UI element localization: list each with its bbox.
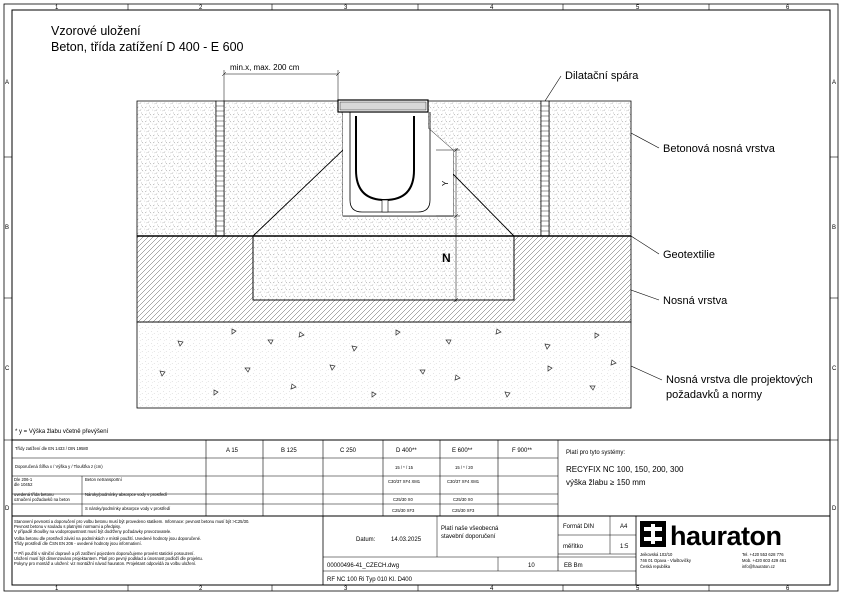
date-label: Datum: [356, 537, 376, 543]
border-number-2: 2 [199, 5, 203, 11]
svg-text:5: 5 [636, 586, 640, 592]
svg-text:B: B [832, 225, 837, 231]
systems-line1: RECYFIX NC 100, 150, 200, 300 [566, 465, 684, 474]
info-line2: stavební doporučení [441, 534, 496, 540]
svg-text:4: 4 [490, 586, 494, 592]
svg-text:C: C [832, 366, 837, 372]
label-dilatation-joint: Dilatační spára [565, 70, 639, 82]
systems-header: Platí pro tyto systémy: [566, 450, 626, 456]
svg-text:uvedená třída betonu: uvedená třída betonu [14, 492, 54, 497]
svg-text:Tel. +420 553 628 776: Tel. +420 553 628 776 [742, 552, 784, 557]
company-logo-text: hauraton [670, 521, 782, 551]
table-side-labels [14, 477, 171, 511]
table-row2-label: Doporučená Šířka x / Výška y / Tloušťka z (cm) [15, 464, 103, 469]
border-number-1: 1 [55, 5, 59, 11]
svg-text:Pokyny pro montáž a uložení: v: Pokyny pro montáž a uložení: viz montážní návod hauraton. Projektant odpovídá za volbu uložení. [14, 561, 197, 566]
base-layer-gravel [137, 322, 631, 408]
border-letter-b: B [5, 225, 10, 231]
label-concrete-bearing-layer: Betonová nosná vrstva [663, 143, 775, 155]
sheet-number: 10 [528, 563, 535, 569]
svg-text:Volba betonu dle prostředí záv: Volba betonu dle prostředí závisí na podmínkách v místě použití. Uvedené hodnoty jsou doporučené. [14, 536, 202, 541]
svg-text:C25/30 XF3: C25/30 XF3 [392, 508, 415, 513]
dimension-width-label: min.x, max. 200 cm [230, 63, 300, 72]
dimension-e600: 15 / * / 20 [455, 465, 473, 470]
svg-text:3: 3 [344, 586, 348, 592]
svg-text:dle 10452: dle 10452 [14, 482, 33, 487]
load-class-d400: D 400** [396, 448, 417, 454]
svg-text:6: 6 [786, 586, 790, 592]
svg-text:746 01 Opava - Vlaštovičky: 746 01 Opava - Vlaštovičky [640, 558, 691, 563]
svg-text:1: 1 [55, 586, 59, 592]
concrete-slab-right-outer [549, 101, 631, 236]
border-letter-d: D [5, 506, 10, 512]
file-name: 00000496-41_CZECH.dwg [327, 563, 400, 569]
format-label: Formát DIN [563, 524, 595, 530]
border-letter-c: C [5, 366, 10, 372]
svg-text:C25/30 X0: C25/30 X0 [393, 497, 413, 502]
label-base-layer-line1: Nosná vrstva dle projektových [666, 374, 813, 386]
svg-text:Uložení musí být dimenzováno p: Uložení musí být dimenzováno projektantem. Platí pro pevný podklad a únosnost podloží dle projektu. [14, 556, 204, 561]
concrete-values [388, 479, 480, 513]
dimension-d400: 15 / * / 15 [395, 465, 413, 470]
date-value: 14.03.2025 [391, 537, 422, 543]
svg-text:C30/37 XF4 XM1: C30/37 XF4 XM1 [388, 479, 421, 484]
author: EB Bm [564, 563, 583, 569]
border-number-5: 5 [636, 5, 640, 11]
label-bearing-layer: Nosná vrstva [663, 295, 728, 307]
svg-text:V případě zkoušky na vodopropu: V případě zkoušky na vodopropustnost musí být dodrženy požadavky provozovatele. [14, 529, 172, 534]
hauraton-logo-icon [640, 521, 666, 547]
svg-text:Pevnost betonu v souladu s pla: Pevnost betonu v souladu s platnými normami a předpisy. [14, 524, 121, 529]
dimension-y-label: Y [441, 180, 450, 186]
svg-text:Beton netransportní: Beton netransportní [85, 477, 122, 482]
concrete-slab-left-outer [137, 101, 216, 236]
product-code: RF NC 100 Ri Typ 010 Kl. D400 [327, 577, 412, 583]
border-number-3: 3 [344, 5, 348, 11]
drawing-title: Vzorové uložení [51, 24, 141, 38]
load-classes [226, 448, 533, 454]
svg-text:A: A [832, 80, 837, 86]
svg-text:označení požadavků na beton: označení požadavků na beton [14, 497, 70, 502]
load-class-a15: A 15 [226, 448, 239, 454]
load-class-f900: F 900** [512, 448, 533, 454]
border-letter-a: A [5, 80, 10, 86]
svg-text:Nároky/podmínky absorpce vody: Nároky/podmínky absorpce vody v prostředí [85, 492, 167, 497]
format-value: A4 [620, 524, 628, 530]
label-geotextile: Geotextilie [663, 249, 715, 261]
systems-line2: výška žlabu ≥ 150 mm [566, 478, 646, 487]
company-address [640, 552, 787, 569]
svg-text:C30/37 XF4 XM1: C30/37 XF4 XM1 [447, 479, 480, 484]
border-number-6: 6 [786, 5, 790, 11]
expansion-joint-left [216, 101, 224, 236]
svg-text:S nároky/podmínky absorpce vod: S nároky/podmínky absorpce vody v prostředí [85, 506, 171, 511]
general-notes [14, 519, 249, 566]
svg-text:info@hauraton.cz: info@hauraton.cz [742, 564, 775, 569]
scale-value: 1:5 [620, 544, 629, 550]
info-line1: Platí naše všeobecná [441, 526, 499, 532]
load-class-e600: E 600** [452, 448, 473, 454]
svg-text:Stanovení pevnosti a doporučen: Stanovení pevnosti a doporučení pro volbu betonu musí být provedeno statikem. Informace: pevnost betonu musí být >C25/30. [14, 519, 250, 524]
svg-text:2: 2 [199, 586, 203, 592]
svg-text:D: D [832, 506, 837, 512]
table-row1-label: Třídy zatížení dle EN 1433 / DIN 19580 [15, 446, 89, 451]
svg-text:C25/30 XF3: C25/30 XF3 [452, 508, 475, 513]
drawing-subtitle: Beton, třída zatížení D 400 - E 600 [51, 40, 244, 54]
svg-text:** Při použití v silniční dopr: ** Při použití v silniční dopravě a při zatížení pojezdem doporučujeme provést statické posouzení. [14, 551, 195, 556]
load-class-b125: B 125 [281, 448, 297, 454]
svg-text:Jeikovská 102/10: Jeikovská 102/10 [640, 552, 673, 557]
svg-text:C25/30 X0: C25/30 X0 [453, 497, 473, 502]
footnote: * y = Výška žlabu včetně převýšení [15, 429, 109, 435]
label-base-layer-line2: požadavků a normy [666, 389, 762, 401]
load-class-c250: C 250 [340, 448, 357, 454]
svg-text:Třídy prostředí dle ČSN EN 206: Třídy prostředí dle ČSN EN 206 - uvedené hodnoty jsou informativní. [14, 541, 142, 546]
svg-text:Mob. +420 603 429 461: Mob. +420 603 429 461 [742, 558, 787, 563]
scale-label: měřítko [563, 544, 584, 550]
border-number-4: 4 [490, 5, 494, 11]
svg-text:Dle 206-1: Dle 206-1 [14, 477, 33, 482]
svg-text:Česká republika: Česká republika [640, 564, 671, 569]
dimension-n-label: N [442, 251, 451, 265]
expansion-joint-right [541, 101, 549, 236]
